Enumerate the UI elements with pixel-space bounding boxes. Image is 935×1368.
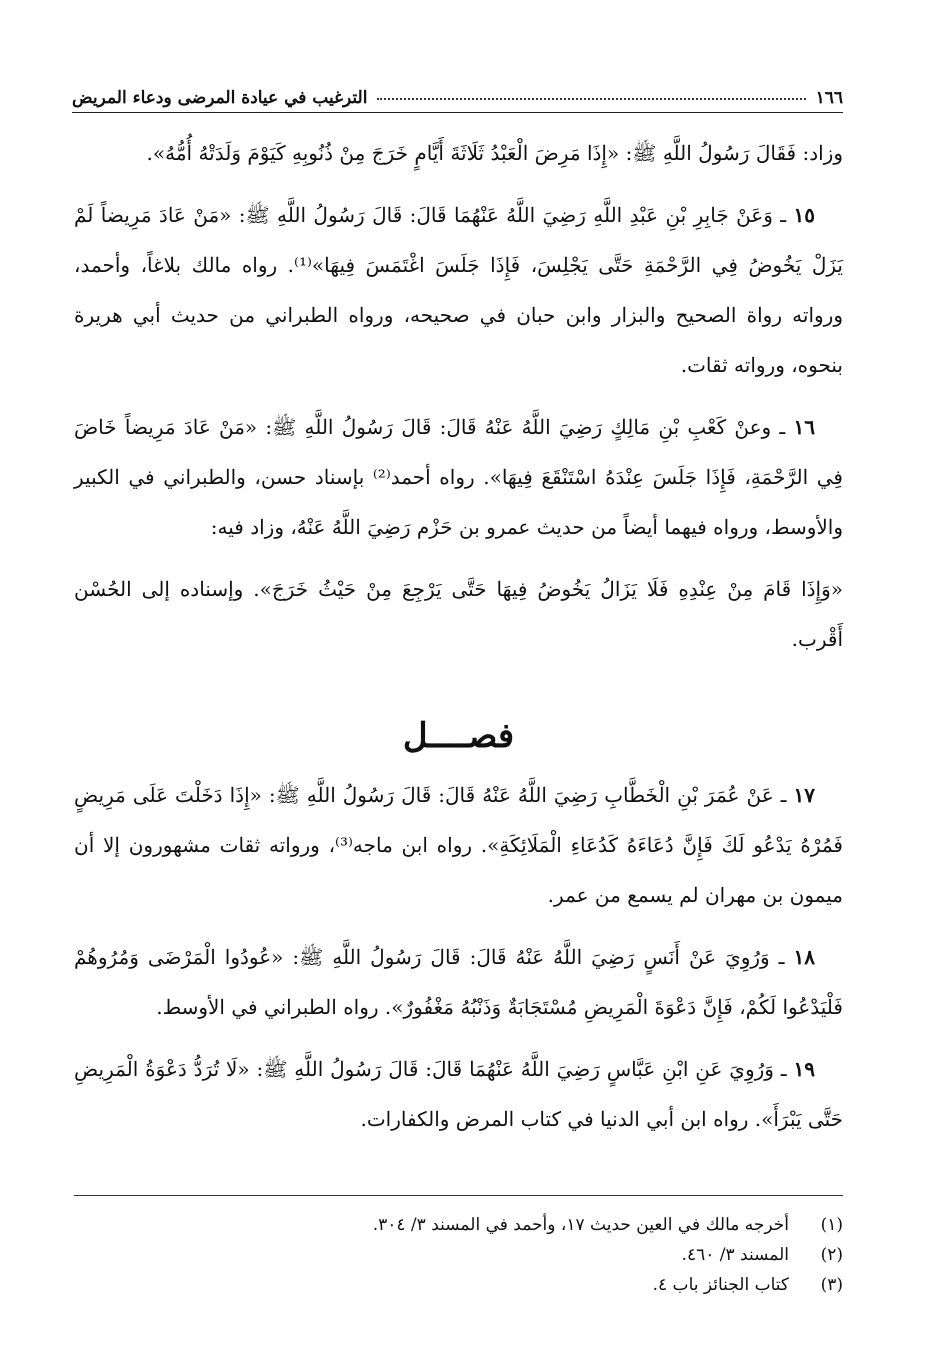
- running-title: الترغيب في عيادة المرضى ودعاء المريض: [72, 88, 368, 108]
- body-text: [74, 128, 843, 1156]
- footnote: [74, 1270, 843, 1300]
- hadith-number: ١٩: [793, 1057, 815, 1081]
- hadith-16: [74, 402, 843, 552]
- hadith-number: ١٥: [793, 203, 815, 227]
- paragraph-text: ـ وَرُوِيَ عَنْ أَنَسٍ رَضِيَ اللَّهُ عَنْهُ قَالَ: قَالَ رَسُولُ اللَّهِ ﷺ: «عُودُوا الْمَرْضَى وَمُرُوهُمْ فَلْيَدْعُوا لَكُمْ، فَإِنَّ دَعْوَةَ الْمَرِيضِ مُسْتَجَابَةٌ وَذَنْبُهُ مَغْفُورٌ». رواه الطبراني في الأوسط.: [74, 945, 843, 1019]
- section-title: فصــــل: [402, 716, 515, 756]
- hadith-number: ١٧: [793, 783, 815, 807]
- paragraph-text: ـ عَنْ عُمَرَ بْنِ الْخَطَّابِ رَضِيَ اللَّهُ عَنْهُ قَالَ: قَالَ رَسُولُ اللَّهِ ﷺ: «إِذَا دَخَلْتَ عَلَى مَرِيضٍ فَمُرْهُ يَدْعُو لَكَ فَإِنَّ دُعَاءَهُ كَدُعَاءِ الْمَلَائِكَةِ». رواه ابن ماجه⁽³⁾، ورواته ثقات مشهورون إلا أن ميمون بن مهران لم يسمع من عمر.: [74, 783, 843, 907]
- footnote-mark: (١): [820, 1215, 843, 1235]
- paragraph-continuation: [74, 128, 843, 178]
- footnote-text: كتاب الجنائز باب ٤.: [652, 1275, 789, 1295]
- paragraph-text: ـ وَعَنْ جَابِرِ بْنِ عَبْدِ اللَّهِ رَضِيَ اللَّهُ عَنْهُمَا قَالَ: قَالَ رَسُولُ اللَّهِ ﷺ: «مَنْ عَادَ مَرِيضاً لَمْ يَزَلْ يَخُوضُ فِي الرَّحْمَةِ حَتَّى يَجْلِسَ، فَإِذَا جَلَسَ اغْتَمَسَ فِيهَا»⁽¹⁾. رواه مالك بلاغاً، وأحمد، ورواته رواة الصحيح والبزار وابن حبان في صحيحه، ورواه الطبراني من حديث أبي هريرة بنحوه، ورواته ثقات.: [74, 203, 843, 377]
- paragraph-text: وزاد: فَقَالَ رَسُولُ اللَّهِ ﷺ: «إِذَا مَرِضَ الْعَبْدُ ثَلَاثَةَ أَيَّامٍ خَرَجَ مِنْ ذُنُوبِهِ كَيَوْمَ وَلَدَتْهُ أُمُّهُ».: [146, 141, 843, 165]
- leader-dots: [377, 98, 805, 100]
- hadith-19: [74, 1044, 843, 1144]
- hadith-number: ١٦: [793, 415, 815, 439]
- footnote-text: المسند ٣/ ٤٦٠.: [681, 1245, 789, 1265]
- paragraph-text: ـ وَرُوِيَ عَنِ ابْنِ عَبَّاسٍ رَضِيَ اللَّهُ عَنْهُمَا قَالَ: قَالَ رَسُولُ اللَّهِ ﷺ: «لَا تُرَدُّ دَعْوَةُ الْمَرِيضِ حَتَّى يَبْرَأَ». رواه ابن أبي الدنيا في كتاب المرض والكفارات.: [74, 1057, 843, 1131]
- running-head: [72, 74, 843, 113]
- page-number: ١٦٦: [815, 88, 843, 108]
- footnote-mark: (٢): [820, 1245, 843, 1265]
- hadith-number: ١٨: [793, 945, 815, 969]
- footnote: [74, 1240, 843, 1270]
- footnote-mark: (٣): [820, 1275, 843, 1295]
- paragraph-text: «وَإِذَا قَامَ مِنْ عِنْدِهِ فَلَا يَزَالُ يَخُوضُ فِيهَا حَتَّى يَرْجِعَ مِنْ حَيْثُ خَرَجَ». وإسناده إلى الحُسْن أَقْرب.: [74, 577, 843, 651]
- hadith-16-addition: [74, 564, 843, 664]
- footnotes: [74, 1195, 843, 1300]
- hadith-15: [74, 190, 843, 390]
- footnote: [74, 1210, 843, 1240]
- footnote-text: أخرجه مالك في العين حديث ١٧، وأحمد في المسند ٣/ ٣٠٤.: [372, 1215, 789, 1235]
- hadith-17: [74, 770, 843, 920]
- paragraph-text: ـ وعنْ كَعْبِ بْنِ مَالِكٍ رَضِيَ اللَّهُ عَنْهُ قَالَ: قَالَ رَسُولُ اللَّهِ ﷺ: «مَنْ عَادَ مَرِيضاً خَاضَ فِي الرَّحْمَةِ، فَإِذَا جَلَسَ عِنْدَهُ اسْتَنْقَعَ فِيهَا». رواه أحمد⁽²⁾ بإسناد حسن، والطبراني في الكبير والأوسط، ورواه فيهما أيضاً من حديث عمرو بن حَزْم رَضِيَ اللَّهُ عَنْهُ، وزاد فيه:: [74, 415, 843, 539]
- hadith-18: [74, 932, 843, 1032]
